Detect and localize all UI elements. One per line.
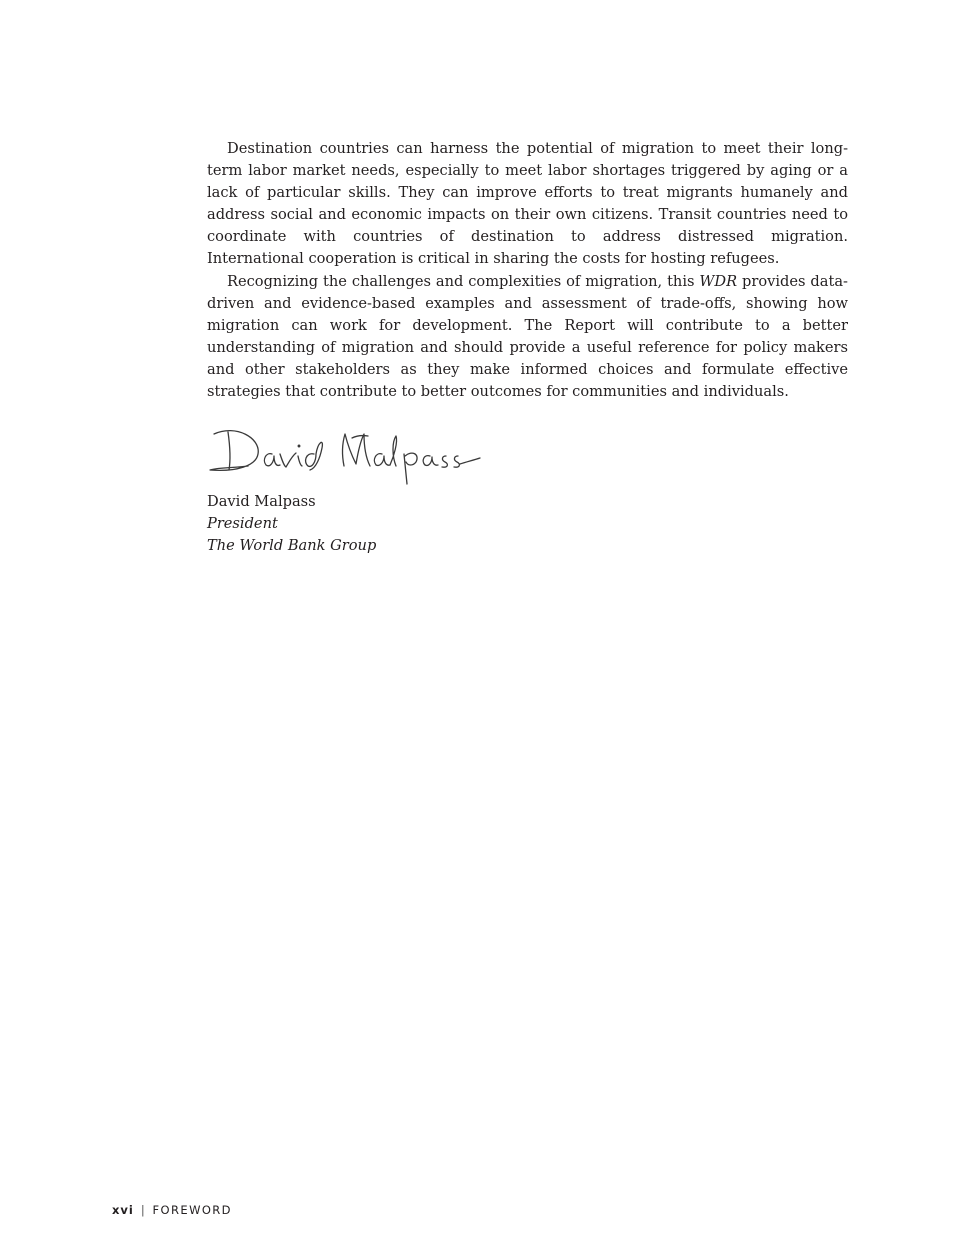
signatory-block: [207, 491, 376, 557]
footer-separator: |: [140, 1203, 146, 1217]
section-name: FOREWORD: [152, 1203, 232, 1217]
handwritten-signature: [206, 420, 486, 490]
foreword-body: [207, 138, 848, 403]
paragraph: [207, 271, 848, 404]
paragraph: Destination countries can harness the potential of migration to meet their long-term labor market needs, especially to meet labor shortages triggered by aging or a lack of particular skills. They can improve efforts to treat migrants humanely and address social and economic impacts on their own citizens. Transit countries need to coordinate with countries of destination to address distressed migration. International cooperation is critical in sharing the costs for hosting refugees.: [207, 140, 848, 268]
signatory-title: President: [207, 515, 278, 532]
signatory-organization: The World Bank Group: [207, 537, 377, 554]
signatory-name: David Malpass: [207, 493, 316, 510]
paragraph-text: Recognizing the challenges and complexities of migration, this: [227, 272, 700, 290]
page-footer: [112, 1202, 232, 1218]
page-number: xvi: [112, 1203, 134, 1217]
paragraph-text: provides data-driven and evidence-based examples and assessment of trade-offs, showing how migration can work for development. The Report will contribute to a better understanding of migration and should provide a useful reference for policy makers and other stakeholders as they make informed choices and formulate effective strategies that contribute to better outcomes for communities and individuals.: [207, 272, 848, 401]
report-abbreviation: WDR: [699, 272, 738, 290]
